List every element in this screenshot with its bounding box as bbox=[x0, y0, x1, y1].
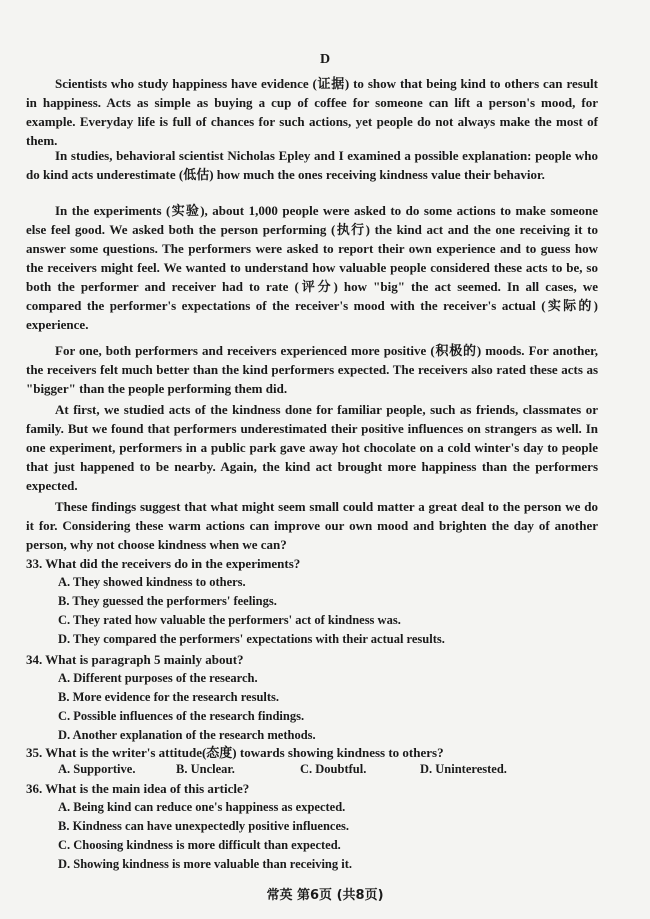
question-36-option-d: D. Showing kindness is more valuable than receiving it. bbox=[58, 857, 353, 871]
question-35-option-c: C. Doubtful. bbox=[300, 762, 367, 776]
page-footer: 常英 第6页 (共8页) bbox=[266, 888, 384, 903]
question-36-stem: 36. What is the main idea of this article? bbox=[26, 781, 250, 796]
paragraph-3: In the experiments (实验), about 1,000 people were asked to do some actions to make someone else feel good. We asked both the person performing (执行) the kind act and the one receiving it to answer some questions. The performers were asked to report their own experience and to guess how the receivers might feel. We wanted to understand how valuable people considered these acts to be, so both the performer and receiver had to rate (评分) how "big" the act seemed. In all cases, we compared the performer's expectations of the receiver's mood with the receiver's actual (实际的) experience. bbox=[26, 203, 598, 332]
section-title: D bbox=[319, 52, 331, 67]
paragraph-6: These findings suggest that what might seem small could matter a great deal to the person we do it for. Considering these warm actions can improve our own mood and brighten the day of another person, why not choose kindness when we can? bbox=[26, 499, 598, 552]
question-35-option-a: A. Supportive. bbox=[58, 762, 136, 776]
question-36-option-b: B. Kindness can have unexpectedly positive influences. bbox=[58, 819, 349, 833]
paragraph-4: For one, both performers and receivers experienced more positive (积极的) moods. For another, the receivers felt much better than the kind performers expected. The receivers also rated these acts as "bigger" than the people performing them did. bbox=[26, 343, 598, 396]
question-34-option-a: A. Different purposes of the research. bbox=[58, 671, 258, 685]
question-33-option-c: C. They rated how valuable the performers' act of kindness was. bbox=[58, 613, 401, 627]
paragraph-5: At first, we studied acts of the kindness done for familiar people, such as friends, classmates or family. But we found that performers underestimated their positive influences on strangers as well. In one experiment, performers in a public park gave away hot chocolate on a cold winter's day to people that just happened to be nearby. Again, the kind act brought more happiness than the performers expected. bbox=[26, 402, 598, 493]
paragraph-1: Scientists who study happiness have evidence (证据) to show that being kind to others can result in happiness. Acts as simple as buying a cup of coffee for someone can lift a person's mood, for example. Everyday life is full of chances for such actions, yet people do not always make the most of them. bbox=[26, 76, 598, 148]
question-35-option-d: D. Uninterested. bbox=[420, 762, 507, 776]
question-36-option-c: C. Choosing kindness is more difficult than expected. bbox=[58, 838, 341, 852]
question-33-option-d: D. They compared the performers' expectations with their actual results. bbox=[58, 632, 445, 646]
question-34-option-d: D. Another explanation of the research methods. bbox=[58, 728, 316, 742]
question-35-stem: 35. What is the writer's attitude(态度) towards showing kindness to others? bbox=[26, 745, 444, 760]
paragraph-2: In studies, behavioral scientist Nicholas Epley and I examined a possible explanation: people who do kind acts underestimate (低估) how much the ones receiving kindness value their behavior. bbox=[26, 148, 598, 182]
question-33-option-a: A. They showed kindness to others. bbox=[58, 575, 246, 589]
question-34-stem: 34. What is paragraph 5 mainly about? bbox=[26, 652, 244, 667]
question-33-option-b: B. They guessed the performers' feelings. bbox=[58, 594, 277, 608]
question-34-option-b: B. More evidence for the research results. bbox=[58, 690, 280, 704]
question-34-option-c: C. Possible influences of the research findings. bbox=[58, 709, 305, 723]
question-33-stem: 33. What did the receivers do in the experiments? bbox=[26, 556, 301, 571]
question-36-option-a: A. Being kind can reduce one's happiness as expected. bbox=[58, 800, 346, 814]
question-35-option-b: B. Unclear. bbox=[176, 762, 235, 776]
